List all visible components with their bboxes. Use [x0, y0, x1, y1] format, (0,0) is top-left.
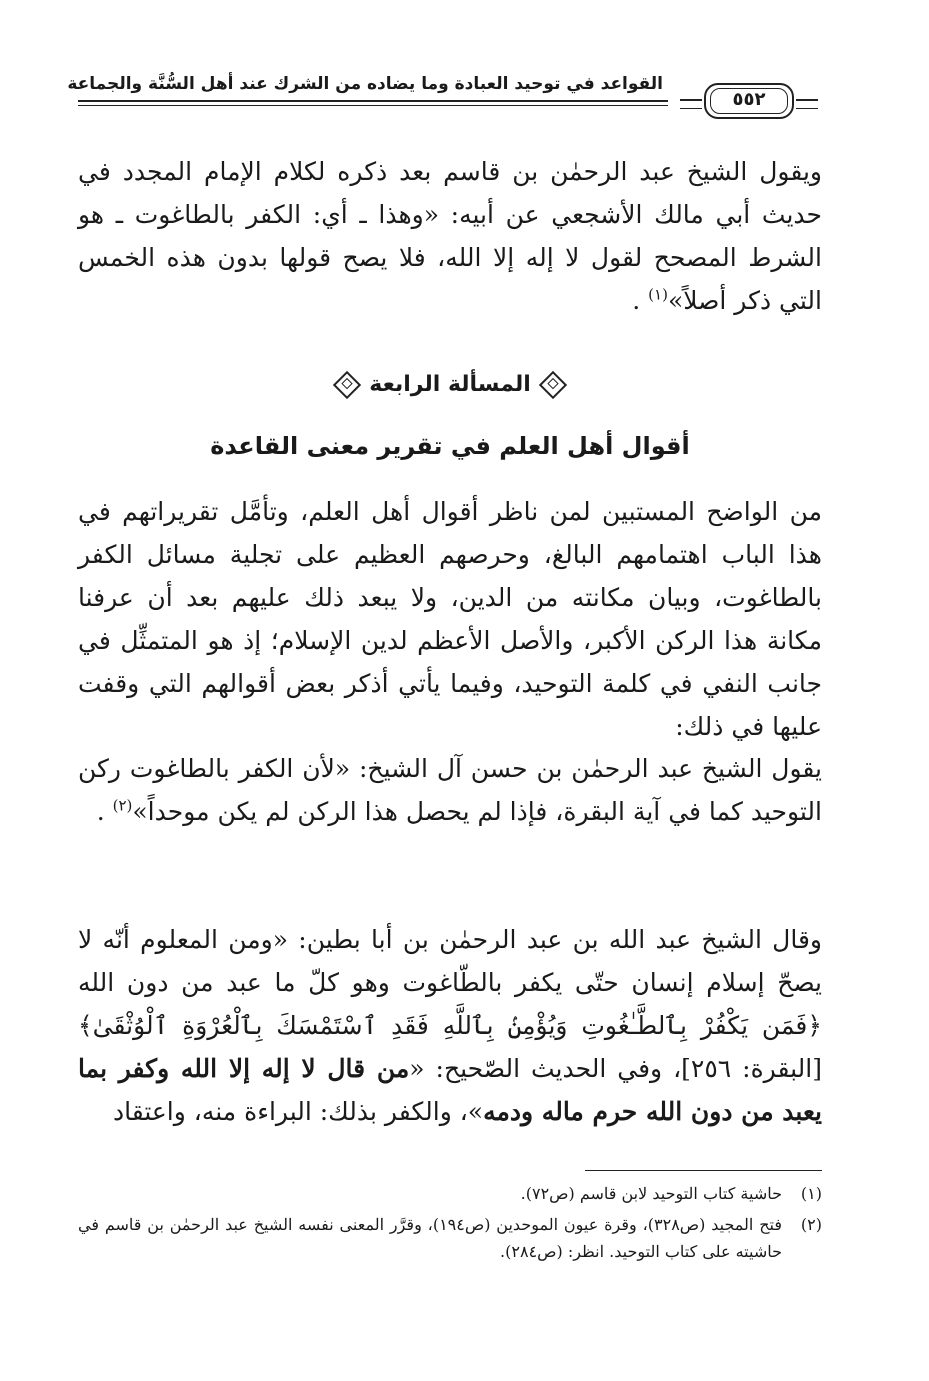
- ornament-icon: [333, 371, 361, 399]
- footnote-1-mark: (١): [800, 1184, 822, 1203]
- paragraph-3: [78, 747, 822, 833]
- page-number: ٥٥٢: [732, 89, 766, 110]
- quran-verse: ﴿فَمَن يَكْفُرْ بِٱلطَّـٰغُوتِ وَيُؤْمِنۢ بِٱللَّهِ فَقَدِ ٱسْتَمْسَكَ بِٱلْعُرْوَةِ ٱلْوُثْقَىٰ﴾: [78, 1011, 822, 1040]
- paragraph-3-end: .: [96, 797, 105, 826]
- header-rule: [78, 100, 668, 102]
- footnote-separator: [585, 1170, 822, 1171]
- page-number-dash-left: [680, 99, 702, 109]
- paragraph-1-end: .: [632, 286, 641, 315]
- paragraph-1-text: ويقول الشيخ عبد الرحمٰن بن قاسم بعد ذكره لكلام الإمام المجدد في حديث أبي مالك الأشجعي عن أبيه: «وهذا ـ أي: الكفر بالطاغوت ـ هو الشرط المصحح لقول لا إله إلا الله، فلا يصح قولها بدون هذه الخمس التي ذكر أصلاً»: [78, 157, 822, 315]
- paragraph-2-text: من الواضح المستبين لمن ناظر أقوال أهل العلم، وتأمَّل تقريراتهم في هذا الباب اهتمامهم البالغ، وحرصهم العظيم على تجلية مسائل الكفر بالطاغوت، وبيان مكانته من الدين، ولا يبعد ذلك عليهم بعد أن عرفنا مكانة هذا الركن الأكبر، والأصل الأعظم لدين الإسلام؛ إذ هو المتمثِّل في جانب النفي في كلمة التوحيد، وفيما يأتي أذكر بعض أقوالهم التي وقفت عليها في ذلك:: [78, 497, 822, 741]
- page-header: [67, 68, 822, 118]
- page-number-dash-right: [796, 99, 818, 109]
- footnote-ref-2: (٢): [112, 796, 133, 815]
- paragraph-4: [78, 918, 822, 1133]
- paragraph-1: [78, 150, 822, 322]
- paragraph-2: [78, 490, 822, 748]
- hadith-text: من قال لا إله إلا الله وكفر بما يعبد من دون الله حرم ماله ودمه: [78, 1054, 822, 1126]
- ornament-icon: [539, 371, 567, 399]
- page-number-frame: [704, 83, 794, 119]
- section-title-text: المسألة الرابعة: [369, 372, 531, 397]
- header-rule-thin: [78, 105, 668, 106]
- footnote-1-text: حاشية كتاب التوحيد لابن قاسم (ص٧٢).: [520, 1184, 782, 1203]
- running-title: القواعد في توحيد العبادة وما يضاده من الشرك عند أهل السُّنَّة والجماعة: [67, 74, 663, 94]
- footnote-2: [78, 1211, 822, 1265]
- footnote-ref-1: (١): [648, 285, 668, 304]
- paragraph-4-text-a: وقال الشيخ عبد الله بن عبد الرحمٰن بن أبا بطين: «ومن المعلوم أنّه لا يصحّ إسلام إنسان حتّى يكفر بالطّاغوت وهو كلّ ما عبد من دون الله: [78, 925, 822, 997]
- paragraph-3-text: يقول الشيخ عبد الرحمٰن بن حسن آل الشيخ: «لأن الكفر بالطاغوت ركن التوحيد كما في آية البقرة، فإذا لم يحصل هذا الركن لم يكن موحداً»: [78, 754, 822, 826]
- paragraph-4-text-c: »، والكفر بذلك: البراءة منه، واعتقاد: [112, 1097, 484, 1126]
- footnotes: [78, 1180, 822, 1269]
- footnote-2-mark: (٢): [800, 1215, 822, 1234]
- paragraph-4-text-b: [البقرة: ٢٥٦]، وفي الحديث الصّحيح: «: [409, 1054, 822, 1083]
- section-title: [78, 372, 822, 412]
- heading: أقوال أهل العلم في تقرير معنى القاعدة: [210, 432, 690, 460]
- footnote-2-text: فتح المجيد (ص٣٢٨)، وقرة عيون الموحدين (ص١٩٤)، وقرَّر المعنى نفسه الشيخ عبد الرحمٰن بن قاسم في حاشيته على كتاب التوحيد. انظر: (ص٢٨٤).: [78, 1215, 783, 1261]
- footnote-1: [78, 1180, 822, 1207]
